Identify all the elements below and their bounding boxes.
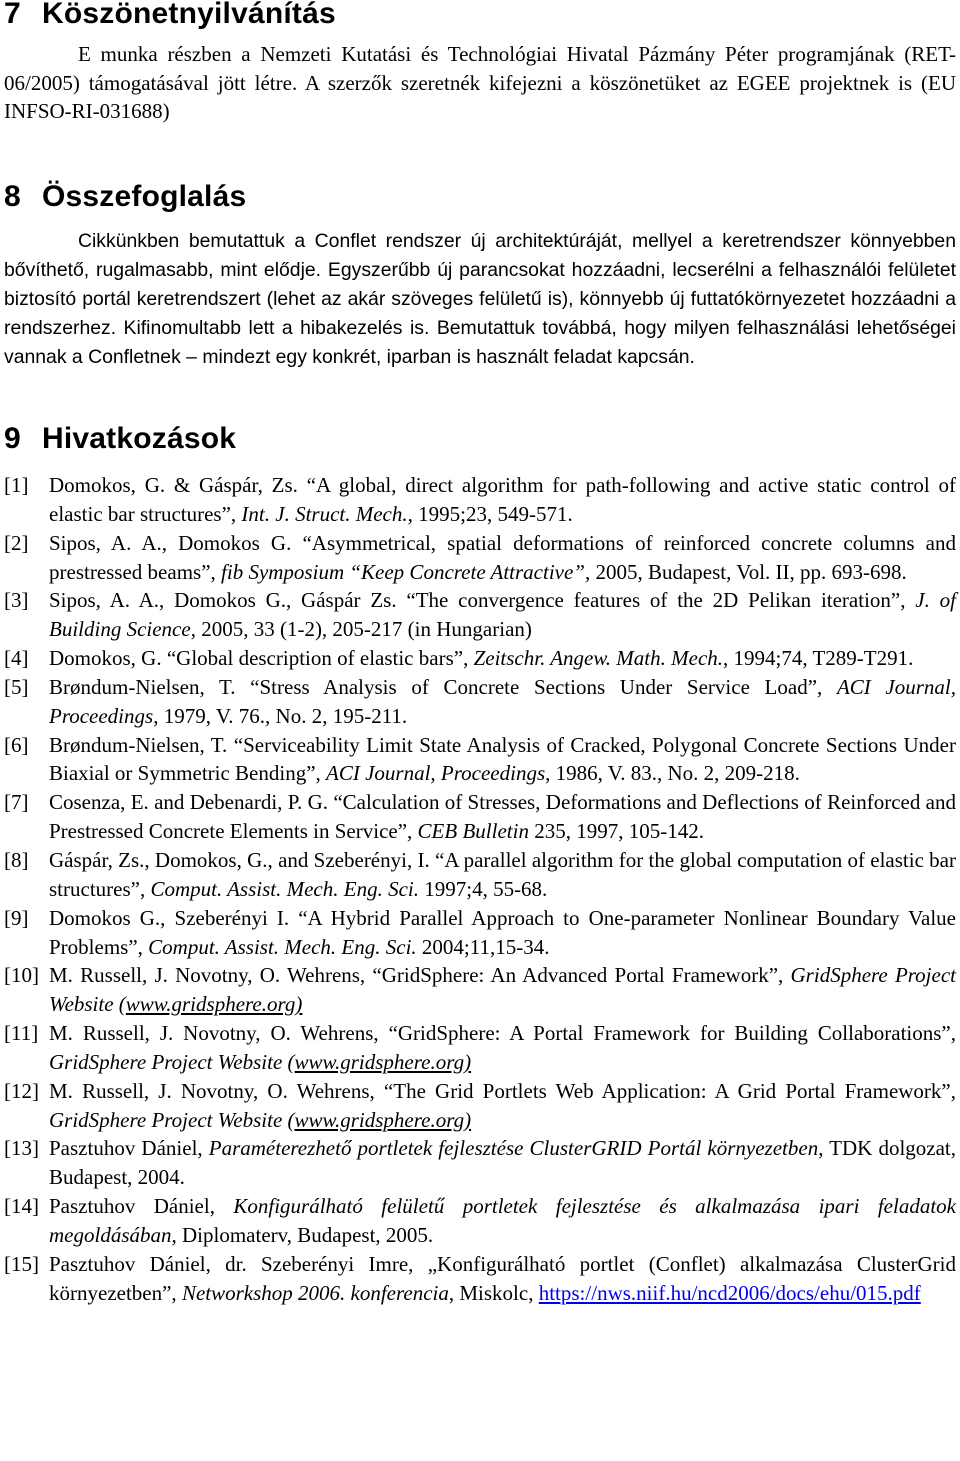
reference-item [4,961,956,1019]
reference-text [49,1192,956,1250]
reference-text [49,846,956,904]
section-number: 7 [4,0,21,30]
reference-source: ACI Journal, Proceedings [49,674,957,728]
reference-text [49,1250,956,1308]
reference-authors-title: Gáspár, Zs., Domokos, G., and Szeberényi, I. “A parallel algorithm for the global computation of elastic bar structures”, [49,847,956,901]
reference-authors-title: M. Russell, J. Novotny, O. Wehrens, “GridSphere: A Portal Framework for Building Collaborations”, [49,1021,956,1046]
reference-source: Networkshop 2006. konferencia [181,1280,449,1305]
reference-source: CEB Bulletin [417,819,529,844]
reference-authors-title: M. Russell, J. Novotny, O. Wehrens, “GridSphere: An Advanced Portal Framework”, [49,963,791,988]
reference-item [4,731,956,789]
reference-details: 235, 1997, 105-142. [528,819,704,844]
reference-number: [3] [4,588,29,613]
reference-source: Int. J. Struct. Mech. [241,501,408,526]
reference-number: [10] [4,963,39,988]
reference-item [4,529,956,587]
reference-item [4,904,956,962]
reference-number: [2] [4,530,29,555]
reference-details: , TDK dolgozat, Budapest, 2004. [49,1136,957,1190]
reference-authors-title: Brøndum-Nielsen, T. “Serviceability Limit State Analysis of Cracked, Polygonal Concrete Sections Under Biaxial or Symmetric Bending”, [49,732,956,786]
section-title: Köszönetnyilvánítás [42,0,336,30]
reference-authors-title: Brøndum-Nielsen, T. “Stress Analysis of Concrete Sections Under Service Load”, [49,674,837,699]
reference-url-link[interactable]: https://nws.niif.hu/ncd2006/docs/ehu/015.pdf [538,1280,921,1305]
reference-authors-title: Cosenza, E. and Debenardi, P. G. “Calculation of Stresses, Deformations and Deflections of Reinforced and Prestressed Concrete Elements in Service”, [49,790,956,844]
reference-text [49,788,956,846]
reference-source: GridSphere Project Website ( [49,963,956,1017]
reference-item [4,1019,956,1077]
reference-item [4,673,956,731]
acknowledgements-text: E munka részben a Nemzeti Kutatási és Technológiai Hivatal Pázmány Péter programjának (RET-06/2005) támogatásával jött létre. A szerzők szeretnék kifejezni a köszönetüket az EGEE projektnek is (EU INFSO-RI-031688) [4,42,956,124]
reference-text [49,961,956,1019]
reference-details: , 2005, 33 (1-2), 205-217 (in Hungarian) [190,617,532,642]
reference-text [49,1077,956,1135]
reference-number: [4] [4,646,29,671]
reference-source: J. of Building Science [49,588,957,642]
reference-item [4,1250,956,1308]
reference-source: Zeitschr. Angew. Math. Mech. [473,646,724,671]
reference-details: , Diplomaterv, Budapest, 2005. [171,1222,434,1247]
section-number: 8 [4,180,21,213]
reference-source: Paraméterezhető portletek fejlesztése ClusterGRID Portál környezetben [208,1136,819,1161]
reference-number: [7] [4,790,29,815]
reference-authors-title: Domokos, G. “Global description of elastic bars”, [49,646,474,671]
reference-details: 1997;4, 55-68. [418,876,548,901]
reference-number: [6] [4,732,29,757]
reference-details: , 1979, V. 76., No. 2, 195-211. [153,703,408,728]
reference-authors-title: Sipos, A. A., Domokos G. “Asymmetrical, spatial deformations of reinforced concrete columns and prestressed beams”, [49,530,956,584]
reference-details: , 1995;23, 549-571. [407,501,573,526]
reference-authors-title: Pasztuhov Dániel, [49,1194,234,1219]
reference-item [4,1077,956,1135]
reference-text [49,731,956,789]
reference-details: , Miskolc, [448,1280,539,1305]
acknowledgements-paragraph [4,40,956,126]
reference-text [49,673,956,731]
reference-authors-title: Sipos, A. A., Domokos G., Gáspár Zs. “The convergence features of the 2D Pelikan iteration”, [49,588,916,613]
reference-authors-title: Pasztuhov Dániel, [49,1136,209,1161]
reference-source: fib Symposium “Keep Concrete Attractive” [221,559,585,584]
heading-summary [4,180,246,214]
reference-item [4,1134,956,1192]
reference-text [49,904,956,962]
reference-authors-title: Domokos, G. & Gáspár, Zs. “A global, direct algorithm for path-following and active static control of elastic bar structures”, [49,473,956,526]
reference-text [49,529,956,587]
reference-authors-title: Pasztuhov Dániel, dr. Szeberényi Imre, „Konfigurálható portlet (Conflet) alkalmazása ClusterGrid környezetben”, [49,1251,956,1305]
reference-source: Comput. Assist. Mech. Eng. Sci. [150,876,419,901]
reference-source: Konfigurálható felületű portletek fejlesztése és alkalmazása ipari feladatok megoldásában [49,1194,956,1247]
reference-list [4,471,956,1307]
reference-details: , 1986, V. 83., No. 2, 209-218. [545,761,800,786]
reference-item [4,644,956,673]
reference-number: [9] [4,905,29,930]
reference-item [4,788,956,846]
reference-item [4,846,956,904]
reference-number: [12] [4,1078,39,1103]
reference-item [4,586,956,644]
reference-source: ACI Journal, Proceedings [326,761,546,786]
summary-text: Cikkünkben bemutattuk a Conflet rendszer új architektúráját, mellyel a keretrendszer könnyebben bővíthető, rugalmasabb, mint elődje. Egyszerűbb új parancsokat hozzáadni, lecserélni a felhasználói felületet biztosító portál keretrendszert (lehet az akár szöveges felületű is), könnyebb új futtatókörnyezetet hozzáadni a rendszerhez. Kifinomultabb lett a hibakezelés is. Bemutattuk továbbá, hogy milyen felhasználási lehetőségei vannak a Confletnek – mindezt egy konkrét, iparban is használt feladat kapcsán. [4,230,956,368]
reference-source: GridSphere Project Website ( [49,1107,295,1132]
reference-website-link[interactable]: www.gridsphere.org) [125,992,303,1017]
reference-number: [5] [4,674,29,699]
reference-authors-title: M. Russell, J. Novotny, O. Wehrens, “The Grid Portlets Web Application: A Grid Portal Framework”, [49,1078,956,1103]
reference-text [49,1019,956,1077]
reference-authors-title: Domokos G., Szeberényi I. “A Hybrid Parallel Approach to One-parameter Nonlinear Boundary Value Problems”, [49,905,956,959]
reference-website-link[interactable]: www.gridsphere.org) [294,1049,472,1074]
reference-number: [15] [4,1251,39,1276]
reference-number: [1] [4,473,29,497]
reference-text [49,1134,956,1192]
reference-item [4,1192,956,1250]
reference-source: Comput. Assist. Mech. Eng. Sci. [148,934,417,959]
heading-references [4,422,236,456]
reference-text [49,644,956,673]
reference-details: 2004;11,15-34. [416,934,550,959]
reference-item [4,471,956,529]
reference-number: [14] [4,1194,39,1219]
reference-number: [13] [4,1136,39,1161]
reference-website-link[interactable]: www.gridsphere.org) [294,1107,472,1132]
reference-text [49,586,956,644]
section-number: 9 [4,422,21,455]
section-title: Összefoglalás [42,180,247,213]
heading-acknowledgements [4,0,336,31]
reference-source: GridSphere Project Website ( [49,1049,295,1074]
reference-number: [11] [4,1021,39,1046]
reference-number: [8] [4,847,29,872]
summary-paragraph [4,227,956,372]
reference-details: , 1994;74, T289-T291. [723,646,914,671]
reference-details: , 2005, Budapest, Vol. II, pp. 693-698. [584,559,907,584]
section-title: Hivatkozások [42,422,237,455]
reference-text [49,471,956,529]
